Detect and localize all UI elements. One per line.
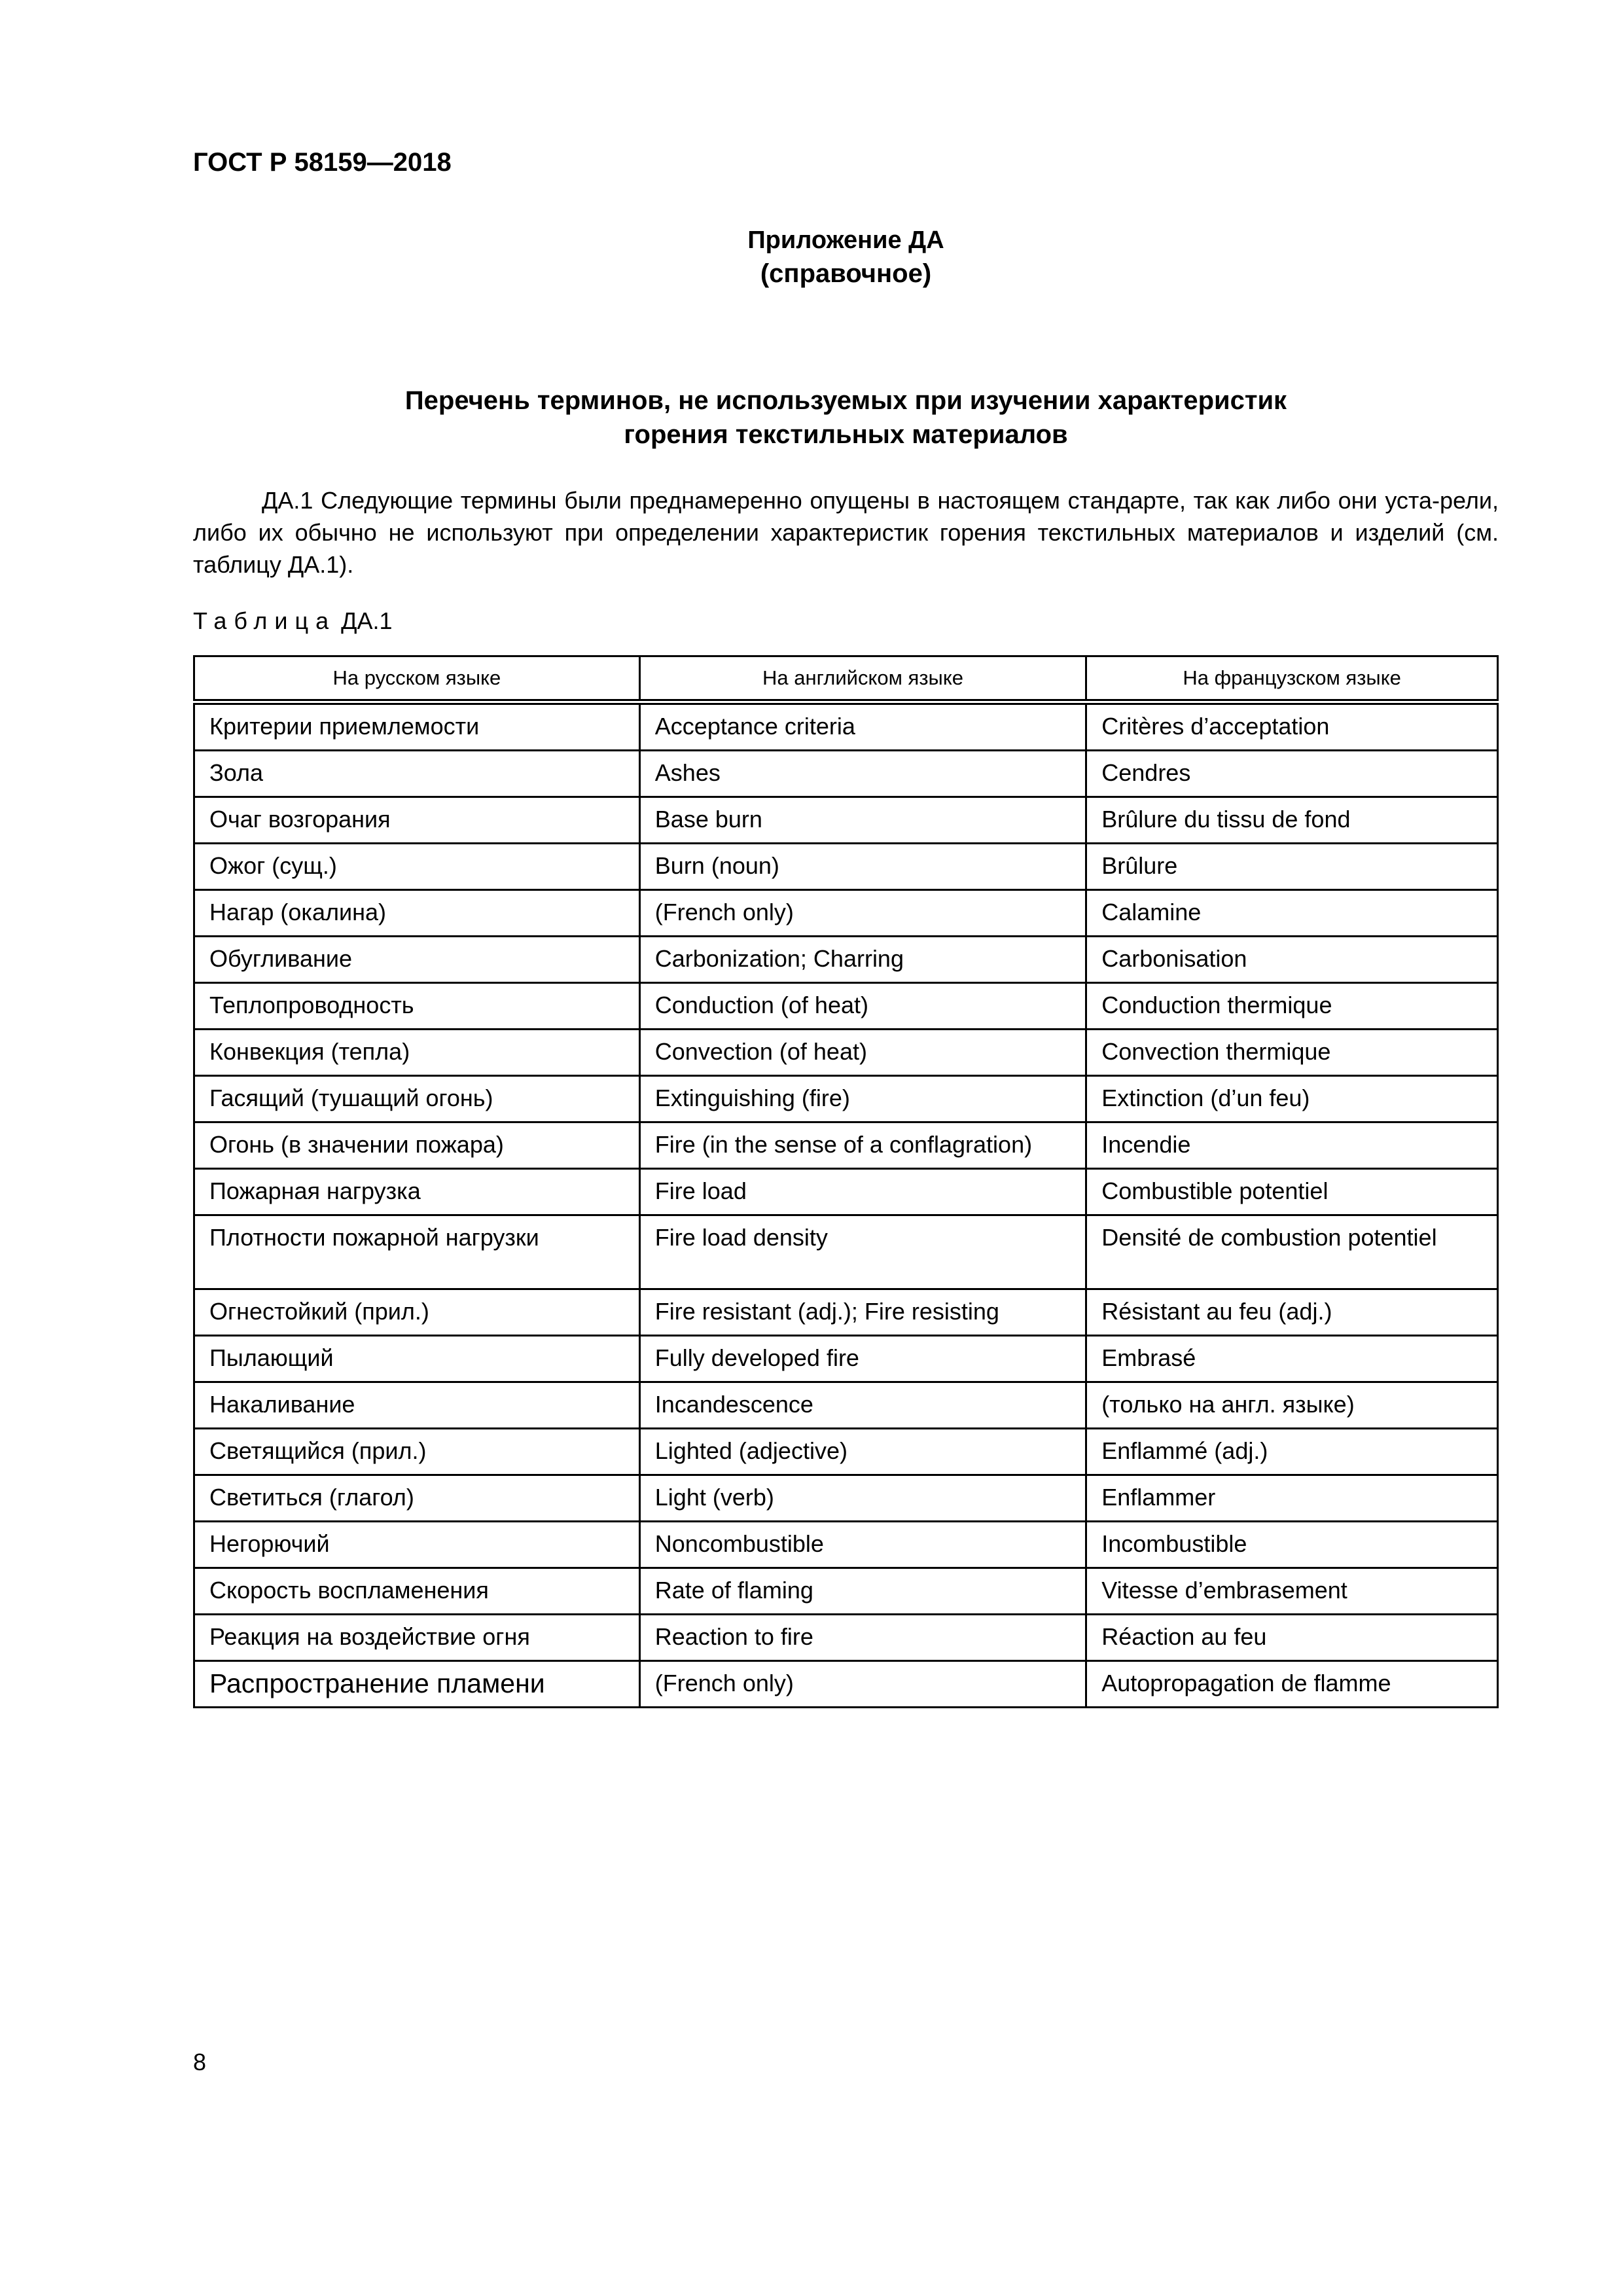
table-row <box>194 1289 1498 1336</box>
standard-designation: ГОСТ Р 58159—2018 <box>193 148 452 177</box>
table-row <box>194 1475 1498 1522</box>
table-row <box>194 844 1498 890</box>
cell-english: Burn (noun) <box>639 844 1086 890</box>
cell-russian: Гасящий (тушащий огонь) <box>194 1076 640 1122</box>
terms-table <box>193 655 1499 1708</box>
cell-russian: Светящийся (прил.) <box>194 1429 640 1475</box>
cell-russian: Конвекция (тепла) <box>194 1030 640 1076</box>
cell-english: Reaction to fire <box>639 1615 1086 1661</box>
cell-russian: Негорючий <box>194 1522 640 1568</box>
cell-english: Acceptance criteria <box>639 702 1086 751</box>
cell-english: Ashes <box>639 751 1086 797</box>
cell-russian: Обугливание <box>194 937 640 983</box>
cell-english: Fire resistant (adj.); Fire resisting <box>639 1289 1086 1336</box>
cell-russian: Зола <box>194 751 640 797</box>
cell-russian: Огнестойкий (прил.) <box>194 1289 640 1336</box>
table-row <box>194 1382 1498 1429</box>
table-row <box>194 1076 1498 1122</box>
column-header-english: На английском языке <box>639 656 1086 702</box>
cell-russian: Нагар (окалина) <box>194 890 640 937</box>
table-row <box>194 1336 1498 1382</box>
cell-english: Light (verb) <box>639 1475 1086 1522</box>
cell-french: Enflammer <box>1086 1475 1498 1522</box>
cell-french: Calamine <box>1086 890 1498 937</box>
column-header-french: На французском языке <box>1086 656 1498 702</box>
table-caption-number: ДА.1 <box>341 607 393 634</box>
cell-french: Critères d’acceptation <box>1086 702 1498 751</box>
cell-french: Carbonisation <box>1086 937 1498 983</box>
table-caption <box>193 607 393 635</box>
cell-english: (French only) <box>639 890 1086 937</box>
cell-russian: Огонь (в значении пожара) <box>194 1122 640 1169</box>
cell-english: Fire load <box>639 1169 1086 1215</box>
cell-french: (только на англ. языке) <box>1086 1382 1498 1429</box>
table-row <box>194 1661 1498 1708</box>
table-row <box>194 797 1498 844</box>
cell-english: Fire load density <box>639 1215 1086 1289</box>
cell-english: Extinguishing (fire) <box>639 1076 1086 1122</box>
cell-french: Conduction thermique <box>1086 983 1498 1030</box>
table-row <box>194 1169 1498 1215</box>
cell-english: Rate of flaming <box>639 1568 1086 1615</box>
cell-english: Base burn <box>639 797 1086 844</box>
table-header-row <box>194 656 1498 702</box>
cell-french: Vitesse d’embrasement <box>1086 1568 1498 1615</box>
cell-french: Enflammé (adj.) <box>1086 1429 1498 1475</box>
cell-russian: Плотности пожарной нагрузки <box>194 1215 640 1289</box>
table-row <box>194 702 1498 751</box>
table-row <box>194 983 1498 1030</box>
cell-french: Résistant au feu (adj.) <box>1086 1289 1498 1336</box>
cell-english: Noncombustible <box>639 1522 1086 1568</box>
table-caption-word: Таблица <box>193 607 336 634</box>
cell-french: Convection thermique <box>1086 1030 1498 1076</box>
cell-french: Densité de combustion potentiel <box>1086 1215 1498 1289</box>
cell-english: Conduction (of heat) <box>639 983 1086 1030</box>
page-number: 8 <box>193 2049 207 2075</box>
cell-french: Brûlure du tissu de fond <box>1086 797 1498 844</box>
cell-russian: Теплопроводность <box>194 983 640 1030</box>
appendix-status: (справочное) <box>760 259 932 288</box>
table-row <box>194 937 1498 983</box>
cell-russian: Распространение пламени <box>194 1661 640 1708</box>
cell-english: Lighted (adjective) <box>639 1429 1086 1475</box>
column-header-russian: На русском языке <box>194 656 640 702</box>
cell-french: Brûlure <box>1086 844 1498 890</box>
section-title-line2: горения текстильных материалов <box>624 420 1068 449</box>
cell-russian: Очаг возгорания <box>194 797 640 844</box>
cell-russian: Пылающий <box>194 1336 640 1382</box>
table-row <box>194 751 1498 797</box>
cell-english: Fully developed fire <box>639 1336 1086 1382</box>
cell-russian: Реакция на воздействие огня <box>194 1615 640 1661</box>
cell-french: Cendres <box>1086 751 1498 797</box>
table-body <box>194 702 1498 1708</box>
table-row <box>194 1568 1498 1615</box>
intro-paragraph: ДА.1 Следующие термины были преднамеренно опущены в настоящем стандарте, так как либо они уста-рели, либо их обычно не используют при определении характеристик горения текстильных материалов и изделий (см. таблицу ДА.1). <box>193 487 1499 578</box>
cell-french: Extinction (d’un feu) <box>1086 1076 1498 1122</box>
appendix-title: Приложение ДА <box>747 226 944 254</box>
cell-russian: Накаливание <box>194 1382 640 1429</box>
cell-english: (French only) <box>639 1661 1086 1708</box>
table-row <box>194 890 1498 937</box>
table-row <box>194 1030 1498 1076</box>
cell-english: Incandescence <box>639 1382 1086 1429</box>
cell-russian: Критерии приемлемости <box>194 702 640 751</box>
cell-french: Réaction au feu <box>1086 1615 1498 1661</box>
cell-english: Carbonization; Charring <box>639 937 1086 983</box>
table-row <box>194 1615 1498 1661</box>
cell-russian: Светиться (глагол) <box>194 1475 640 1522</box>
cell-english: Fire (in the sense of a conflagration) <box>639 1122 1086 1169</box>
table-row <box>194 1215 1498 1289</box>
table-row <box>194 1522 1498 1568</box>
table-row <box>194 1122 1498 1169</box>
cell-russian: Скорость воспламенения <box>194 1568 640 1615</box>
cell-french: Combustible potentiel <box>1086 1169 1498 1215</box>
cell-french: Embrasé <box>1086 1336 1498 1382</box>
cell-english: Convection (of heat) <box>639 1030 1086 1076</box>
cell-russian: Ожог (сущ.) <box>194 844 640 890</box>
table-row <box>194 1429 1498 1475</box>
cell-russian: Пожарная нагрузка <box>194 1169 640 1215</box>
cell-french: Incendie <box>1086 1122 1498 1169</box>
cell-french: Autopropagation de flamme <box>1086 1661 1498 1708</box>
cell-french: Incombustible <box>1086 1522 1498 1568</box>
section-title-line1: Перечень терминов, не используемых при изучении характеристик <box>404 386 1287 415</box>
